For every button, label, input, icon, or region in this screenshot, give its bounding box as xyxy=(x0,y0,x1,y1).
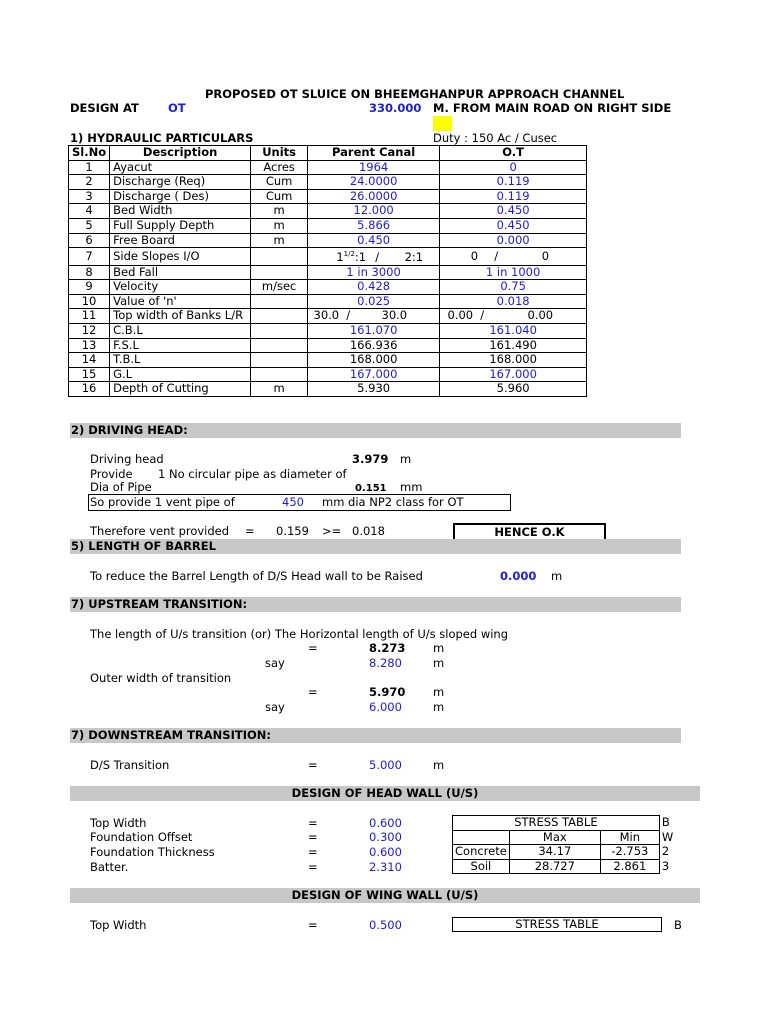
cell-description: Side Slopes I/O xyxy=(110,248,251,265)
cell-description: Bed Fall xyxy=(110,265,251,280)
cell-slno: 12 xyxy=(69,323,110,338)
design-at-label: DESIGN AT xyxy=(70,101,139,115)
cell-parent-canal: 1 in 3000 xyxy=(308,265,440,280)
cell-slno: 8 xyxy=(69,265,110,280)
cell-unit: Cum xyxy=(251,175,308,190)
cell-slno: 5 xyxy=(69,218,110,233)
col-header-parent-canal: Parent Canal xyxy=(308,146,440,161)
outer-width-label: Outer width of transition xyxy=(90,671,232,685)
barrel-heading: 5) LENGTH OF BARREL xyxy=(70,539,681,554)
stress-col-min: Min xyxy=(600,830,659,845)
cell-slno: 13 xyxy=(69,338,110,353)
table-header-row xyxy=(69,146,587,161)
side-slope-b: :1 xyxy=(354,249,367,264)
cell-description: C.B.L xyxy=(110,323,251,338)
table-row xyxy=(69,323,587,338)
cell-parent-canal: 5.930 xyxy=(308,382,440,397)
duty-text: Duty : 150 Ac / Cusec xyxy=(433,131,558,145)
so-provide-text: So provide 1 vent pipe of xyxy=(90,495,235,509)
cell-unit: m/sec xyxy=(251,280,308,295)
stress-max: 28.727 xyxy=(509,859,600,874)
cell-description: G.L xyxy=(110,367,251,382)
upstream-length-say: 8.280 xyxy=(369,656,402,670)
upstream-say-2: say xyxy=(265,700,285,714)
design-at-suffix: M. FROM MAIN ROAD ON RIGHT SIDE xyxy=(433,101,672,115)
upstream-text: The length of U/s transition (or) The Horizontal length of U/s sloped wing xyxy=(90,627,509,641)
cell-parent-canal: 5.866 xyxy=(308,218,440,233)
cell-ot: 161.040 xyxy=(440,323,587,338)
table-row xyxy=(69,294,587,309)
table-row xyxy=(69,160,587,175)
side-slope-sep: / xyxy=(375,249,380,264)
cell-ot: 0.75 xyxy=(440,280,587,295)
cell-description: Ayacut xyxy=(110,160,251,175)
cell-parent-canal: 30.0 / 30.0 xyxy=(308,309,440,324)
stress-material: Soil xyxy=(453,859,510,874)
downstream-label: D/S Transition xyxy=(90,758,170,772)
cell-slno: 10 xyxy=(69,294,110,309)
outer-width-say: 6.000 xyxy=(369,700,402,714)
cell-description: Top width of Banks L/R xyxy=(110,309,251,324)
stress-cut-w: W xyxy=(661,829,674,844)
wingwall-heading: DESIGN OF WING WALL (U/S) xyxy=(70,888,700,903)
table-row xyxy=(69,280,587,295)
cell-parent-canal: 168.000 xyxy=(308,353,440,368)
headwall-item-value: 0.300 xyxy=(369,830,402,844)
col-header-units: Units xyxy=(251,146,308,161)
cell-ot: 161.490 xyxy=(440,338,587,353)
cell-unit xyxy=(251,309,308,324)
cell-unit: Acres xyxy=(251,160,308,175)
stress-row xyxy=(453,859,676,874)
cell-slno: 1 xyxy=(69,160,110,175)
cell-unit: m xyxy=(251,204,308,219)
headwall-stress-table xyxy=(452,815,676,874)
driving-head-label: Driving head xyxy=(90,452,164,466)
therefore-eq: = xyxy=(245,524,255,538)
cell-parent-canal: 0.428 xyxy=(308,280,440,295)
headwall-item-value: 2.310 xyxy=(369,860,402,874)
therefore-label: Therefore vent provided xyxy=(90,524,230,538)
cell-parent-canal: 1964 xyxy=(308,160,440,175)
bank-l: 30.0 xyxy=(313,308,340,323)
cell-slno: 4 xyxy=(69,204,110,219)
design-at-value: OT xyxy=(168,101,186,115)
col-header-description: Description xyxy=(110,146,251,161)
side-slope-c: 2:1 xyxy=(404,249,424,264)
ot-bank-l: 0.00 xyxy=(447,308,474,323)
cell-slno: 9 xyxy=(69,280,110,295)
cell-ot: 0.119 xyxy=(440,175,587,190)
cell-ot: 0.018 xyxy=(440,294,587,309)
side-slope-frac: 1/2 xyxy=(343,250,355,259)
design-at-distance: 330.000 xyxy=(369,101,422,115)
headwall-item-value: 0.600 xyxy=(369,845,402,859)
downstream-heading: 7) DOWNSTREAM TRANSITION: xyxy=(70,728,681,743)
pipe-rest-text: mm dia NP2 class for OT xyxy=(322,495,464,509)
cell-slno: 6 xyxy=(69,233,110,248)
upstream-eq-1: = xyxy=(308,641,318,655)
headwall-item-label: Batter. xyxy=(90,860,129,874)
stress-cut-b: B xyxy=(661,815,670,829)
ot-slope-sep: / xyxy=(494,248,499,263)
stress-material: Concrete xyxy=(453,845,510,860)
upstream-heading: 7) UPSTREAM TRANSITION: xyxy=(70,597,681,612)
headwall-item-value: 0.600 xyxy=(369,816,402,830)
cell-unit: Cum xyxy=(251,189,308,204)
cell-ot: 0.119 xyxy=(440,189,587,204)
cell-parent-canal: 12.000 xyxy=(308,204,440,219)
cell-description: Velocity xyxy=(110,280,251,295)
yellow-marker-cell xyxy=(433,116,452,131)
table-row xyxy=(69,353,587,368)
table-row xyxy=(69,218,587,233)
headwall-item-eq: = xyxy=(308,830,318,844)
ge-symbol: >= xyxy=(322,524,342,538)
pipe-mm-value: 450 xyxy=(282,495,304,509)
cell-description: Free Board xyxy=(110,233,251,248)
cell-description: Discharge ( Des) xyxy=(110,189,251,204)
wingwall-top-width-value: 0.500 xyxy=(369,918,402,932)
cell-parent-canal: 167.000 xyxy=(308,367,440,382)
stress-extra: 3 xyxy=(661,858,670,873)
downstream-value: 5.000 xyxy=(369,758,402,772)
barrel-unit: m xyxy=(551,569,563,583)
side-slope-a: 1 xyxy=(336,249,344,264)
cell-unit xyxy=(251,367,308,382)
cell-ot: 0.450 xyxy=(440,204,587,219)
cell-description: Full Supply Depth xyxy=(110,218,251,233)
headwall-heading: DESIGN OF HEAD WALL (U/S) xyxy=(70,786,700,801)
cell-unit xyxy=(251,338,308,353)
upstream-unit-4: m xyxy=(433,700,445,714)
table-row xyxy=(69,204,587,219)
cell-unit xyxy=(251,248,308,265)
headwall-item-label: Foundation Offset xyxy=(90,830,193,844)
table-row xyxy=(69,265,587,280)
cell-description: Value of 'n' xyxy=(110,294,251,309)
stress-min: -2.753 xyxy=(600,845,659,860)
upstream-unit-1: m xyxy=(433,641,445,655)
cell-unit: m xyxy=(251,218,308,233)
table-row xyxy=(69,382,587,397)
hence-ok-badge: HENCE O.K xyxy=(453,523,606,542)
cell-ot: 167.000 xyxy=(440,367,587,382)
cell-description: F.S.L xyxy=(110,338,251,353)
dia-value: 0.151 xyxy=(355,483,387,494)
provide-label: Provide xyxy=(90,467,133,481)
vent-provided-value: 0.159 xyxy=(276,524,309,538)
cell-parent-canal: 24.0000 xyxy=(308,175,440,190)
hydraulic-table xyxy=(68,145,587,397)
dia-label: Dia of Pipe xyxy=(90,480,152,494)
page-title: PROPOSED OT SLUICE ON BHEEMGHANPUR APPROACH CHANNEL xyxy=(205,87,625,101)
headwall-item-label: Top Width xyxy=(90,816,147,830)
hydraulic-heading: 1) HYDRAULIC PARTICULARS xyxy=(70,131,254,145)
table-row xyxy=(69,189,587,204)
cell-slno: 16 xyxy=(69,382,110,397)
cell-ot: 0.00 / 0.00 xyxy=(440,309,587,324)
stress-row xyxy=(453,845,676,860)
headwall-item-eq: = xyxy=(308,845,318,859)
cell-slno: 15 xyxy=(69,367,110,382)
upstream-unit-2: m xyxy=(433,656,445,670)
cell-unit: m xyxy=(251,233,308,248)
cell-ot: 168.000 xyxy=(440,353,587,368)
headwall-item-eq: = xyxy=(308,816,318,830)
cell-description: Discharge (Req) xyxy=(110,175,251,190)
headwall-item-eq: = xyxy=(308,860,318,874)
cell-parent-canal: 0.025 xyxy=(308,294,440,309)
cell-slno: 2 xyxy=(69,175,110,190)
cell-parent-canal: 26.0000 xyxy=(308,189,440,204)
cell-ot: 5.960 xyxy=(440,382,587,397)
table-row xyxy=(69,233,587,248)
cell-description: T.B.L xyxy=(110,353,251,368)
cell-unit xyxy=(251,323,308,338)
driving-head-value: 3.979 xyxy=(352,452,389,466)
upstream-length-value: 8.273 xyxy=(369,641,406,655)
wingwall-eq: = xyxy=(308,918,318,932)
table-row xyxy=(69,338,587,353)
cell-description: Depth of Cutting xyxy=(110,382,251,397)
ot-slope-b: 0 xyxy=(541,248,550,263)
outer-width-value: 5.970 xyxy=(369,685,406,699)
stress-table-title: STRESS TABLE xyxy=(453,816,660,831)
barrel-text: To reduce the Barrel Length of D/S Head wall to be Raised xyxy=(90,569,423,583)
downstream-eq: = xyxy=(308,758,318,772)
driving-head-unit: m xyxy=(400,452,412,466)
cell-ot: 0.450 xyxy=(440,218,587,233)
stress-col-max: Max xyxy=(509,830,600,845)
cell-ot: 0 xyxy=(440,160,587,175)
col-header-ot: O.T xyxy=(440,146,587,161)
ot-slope-a: 0 xyxy=(470,248,479,263)
cell-slno: 3 xyxy=(69,189,110,204)
wingwall-stress-title: STRESS TABLE xyxy=(452,917,662,932)
cell-unit: m xyxy=(251,382,308,397)
cell-unit xyxy=(251,294,308,309)
downstream-unit: m xyxy=(433,758,445,772)
cell-slno: 14 xyxy=(69,353,110,368)
bank-r: 30.0 xyxy=(381,308,408,323)
cell-parent-canal: 166.936 xyxy=(308,338,440,353)
cell-slno: 7 xyxy=(69,248,110,265)
dia-unit: mm xyxy=(400,480,423,494)
cell-unit xyxy=(251,265,308,280)
upstream-eq-2: = xyxy=(308,685,318,699)
wingwall-top-width-label: Top Width xyxy=(90,918,147,932)
col-header-slno: Sl.No xyxy=(69,146,110,161)
table-row xyxy=(69,367,587,382)
cell-parent-canal: 161.070 xyxy=(308,323,440,338)
ot-bank-r: 0.00 xyxy=(527,308,554,323)
upstream-say-1: say xyxy=(265,656,285,670)
barrel-value: 0.000 xyxy=(500,569,537,583)
provide-text: 1 No circular pipe as diameter of xyxy=(158,467,347,481)
cell-unit xyxy=(251,353,308,368)
cell-ot: 1 in 1000 xyxy=(440,265,587,280)
table-row xyxy=(69,175,587,190)
upstream-unit-3: m xyxy=(433,685,445,699)
cell-description: Bed Width xyxy=(110,204,251,219)
table-row xyxy=(69,248,587,265)
stress-max: 34.17 xyxy=(509,845,600,860)
cell-parent-canal: 0.450 xyxy=(308,233,440,248)
stress-extra: 2 xyxy=(661,844,670,859)
cell-parent-canal xyxy=(308,248,440,265)
cell-ot xyxy=(440,248,587,265)
headwall-item-label: Foundation Thickness xyxy=(90,845,215,859)
cell-slno: 11 xyxy=(69,309,110,324)
stress-min: 2.861 xyxy=(600,859,659,874)
cell-ot: 0.000 xyxy=(440,233,587,248)
driving-head-heading: 2) DRIVING HEAD: xyxy=(70,423,681,438)
vent-required-value: 0.018 xyxy=(352,524,385,538)
wingwall-cut-b: B xyxy=(674,918,682,932)
table-row xyxy=(69,309,587,324)
